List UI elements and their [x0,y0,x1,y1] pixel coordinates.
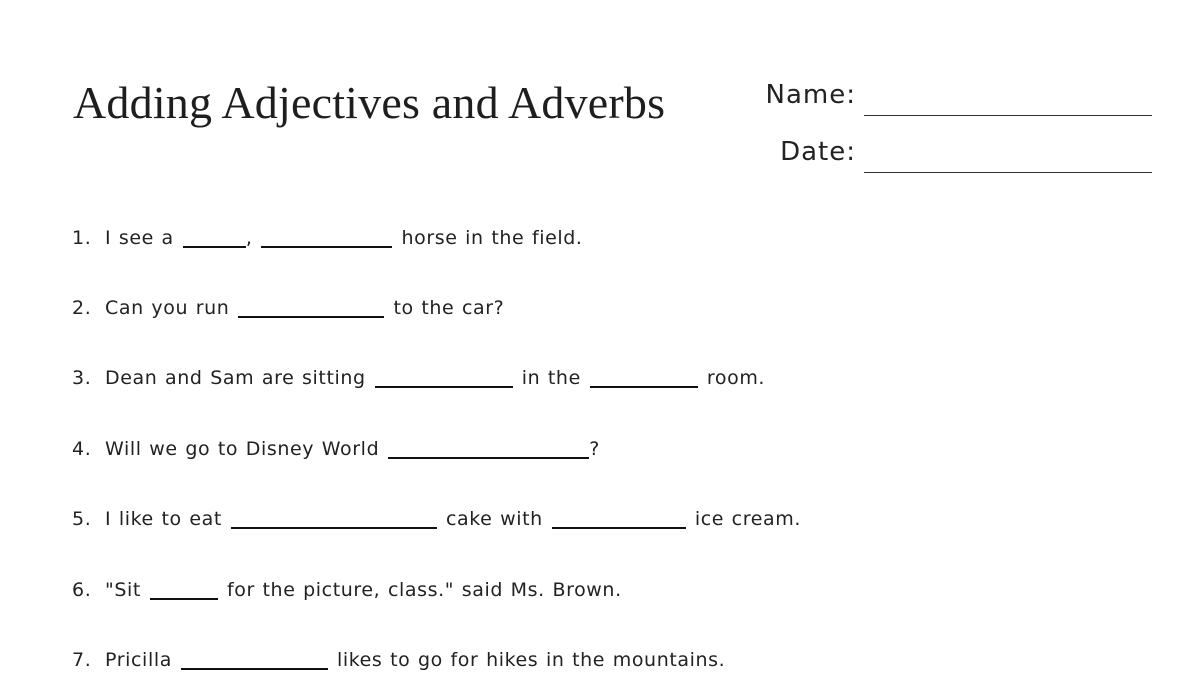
name-field-row [766,78,1152,112]
question-5 [72,503,801,532]
question-text: Will we go to Disney World [105,438,380,460]
question-text: likes to go for hikes in the mountains. [336,649,726,671]
question-text: room. [706,367,766,389]
answer-blank[interactable] [150,578,218,600]
question-text: horse in the field. [401,227,583,249]
question-number: 3. [72,367,92,389]
question-7 [72,644,725,673]
question-6 [72,574,622,603]
date-label: Date: [780,137,856,167]
answer-blank[interactable] [375,366,513,388]
question-text: Can you run [105,297,230,319]
question-3 [72,362,765,391]
question-text: , [245,227,253,249]
worksheet-title: Adding Adjectives and Adverbs [73,77,666,128]
question-number: 5. [72,508,92,530]
question-number: 4. [72,438,92,460]
answer-blank[interactable] [238,296,384,318]
answer-blank[interactable] [552,507,686,529]
question-number: 2. [72,297,92,319]
question-text: to the car? [393,297,505,319]
question-text: I see a [105,227,174,249]
question-text: "Sit [105,579,141,601]
question-text: ? [589,438,600,460]
date-field-row [780,135,1152,169]
question-2 [72,292,504,321]
answer-blank[interactable] [183,226,246,248]
question-text: I like to eat [105,508,222,530]
answer-blank[interactable] [590,366,698,388]
question-text: in the [521,367,581,389]
question-1 [72,222,583,251]
question-text: ice cream. [694,508,801,530]
question-text: Dean and Sam are sitting [105,367,366,389]
answer-blank[interactable] [261,226,392,248]
date-field-line[interactable] [864,139,1152,173]
question-text: cake with [445,508,543,530]
question-text: for the picture, class." said Ms. Brown. [226,579,622,601]
question-number: 7. [72,649,92,671]
question-4 [72,433,600,462]
question-number: 1. [72,227,92,249]
answer-blank[interactable] [388,437,589,459]
name-field-line[interactable] [864,82,1152,116]
answer-blank[interactable] [231,507,437,529]
question-number: 6. [72,579,92,601]
question-text: Pricilla [105,649,172,671]
name-label: Name: [765,80,856,110]
answer-blank[interactable] [181,648,328,670]
